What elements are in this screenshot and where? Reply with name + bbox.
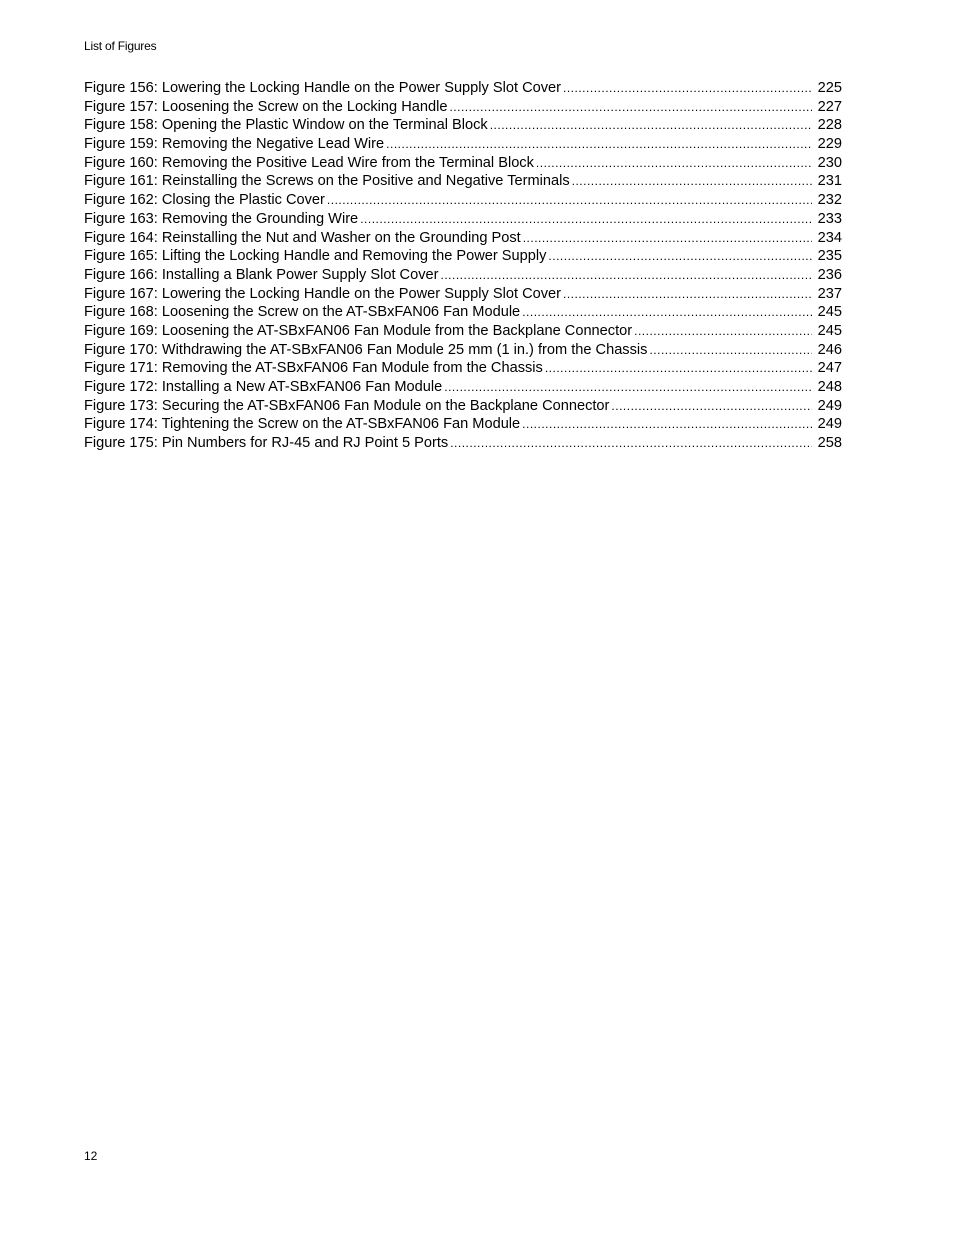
toc-entry-page: 230 [817, 154, 842, 171]
toc-entry-title: Figure 171: Removing the AT-SBxFAN06 Fan Module from the Chassis [84, 360, 543, 377]
dot-leader [545, 359, 812, 378]
toc-entry-title: Figure 167: Lowering the Locking Handle on the Power Supply Slot Cover [84, 285, 562, 302]
toc-entry-title: Figure 169: Loosening the AT-SBxFAN06 Fan Module from the Backplane Connector [84, 322, 633, 339]
dot-leader [522, 415, 811, 434]
toc-entry-page: 236 [817, 266, 842, 283]
toc-entry-page: 234 [817, 229, 842, 246]
toc-entry-page: 248 [817, 379, 842, 395]
toc-entry[interactable] [84, 172, 842, 191]
toc-entry[interactable] [84, 135, 842, 154]
toc-entry-page: 228 [817, 117, 842, 134]
toc-entry[interactable] [84, 303, 842, 322]
toc-entry-title: Figure 163: Removing the Grounding Wire [84, 210, 359, 227]
toc-entry[interactable] [84, 415, 842, 434]
toc-entry-title: Figure 160: Removing the Positive Lead Wire from the Terminal Block [84, 154, 534, 171]
toc-entry-page: 227 [817, 98, 842, 115]
dot-leader [611, 397, 811, 416]
toc-entry[interactable] [84, 116, 842, 135]
toc-entry-page: 235 [817, 248, 842, 265]
dot-leader [634, 322, 812, 341]
dot-leader [548, 247, 811, 266]
toc-entry[interactable] [84, 79, 842, 98]
dot-leader [523, 229, 812, 248]
dot-leader [563, 285, 812, 304]
toc-entry-page: 231 [817, 173, 842, 190]
toc-entry-page: 229 [817, 136, 842, 153]
toc-entry[interactable] [84, 434, 842, 453]
toc-entry-page: 249 [817, 397, 842, 414]
toc-entry-title: Figure 158: Opening the Plastic Window on the Terminal Block [84, 117, 488, 134]
toc-entry[interactable] [84, 322, 842, 341]
dot-leader [449, 98, 811, 117]
toc-entry-page: 247 [817, 360, 842, 377]
toc-entry-title: Figure 170: Withdrawing the AT-SBxFAN06 Fan Module 25 mm (1 in.) from the Chassis [84, 341, 648, 358]
toc-entry[interactable] [84, 266, 842, 285]
toc-entry-title: Figure 165: Lifting the Locking Handle and Removing the Power Supply [84, 248, 547, 265]
toc-entry-title: Figure 168: Loosening the Screw on the AT-SBxFAN06 Fan Module [84, 304, 521, 321]
toc-entry-page: 237 [817, 285, 842, 302]
toc-entry[interactable] [84, 247, 842, 266]
toc-entry[interactable] [84, 341, 842, 360]
dot-leader [441, 266, 812, 285]
toc-entry-title: Figure 172: Installing a New AT-SBxFAN06 Fan Module [84, 379, 443, 395]
dot-leader [522, 303, 811, 322]
dot-leader [649, 341, 811, 360]
toc-entry-title: Figure 173: Securing the AT-SBxFAN06 Fan Module on the Backplane Connector [84, 397, 610, 414]
toc-entry[interactable] [84, 210, 842, 229]
toc-entry-page: 245 [817, 322, 842, 339]
dot-leader [563, 79, 812, 98]
toc-entry[interactable] [84, 397, 842, 416]
toc-entry-title: Figure 175: Pin Numbers for RJ-45 and RJ Point 5 Ports [84, 435, 449, 452]
dot-leader [536, 154, 812, 173]
toc-entry-title: Figure 174: Tightening the Screw on the AT-SBxFAN06 Fan Module [84, 416, 521, 433]
toc-entry-title: Figure 162: Closing the Plastic Cover [84, 192, 325, 209]
toc-entry-title: Figure 156: Lowering the Locking Handle on the Power Supply Slot Cover [84, 80, 562, 96]
dot-leader [327, 191, 812, 210]
toc-entry-title: Figure 164: Reinstalling the Nut and Washer on the Grounding Post [84, 229, 521, 246]
toc-entry-page: 233 [817, 210, 842, 227]
list-of-figures [84, 79, 842, 453]
toc-entry-page: 258 [817, 435, 842, 452]
page-number: 12 [84, 1149, 98, 1163]
toc-entry-title: Figure 159: Removing the Negative Lead Wire [84, 136, 385, 153]
toc-entry-page: 232 [817, 192, 842, 209]
toc-entry[interactable] [84, 229, 842, 248]
dot-leader [444, 378, 811, 397]
toc-entry[interactable] [84, 378, 842, 397]
toc-entry-title: Figure 157: Loosening the Screw on the Locking Handle [84, 98, 448, 115]
toc-entry-page: 245 [817, 304, 842, 321]
toc-entry[interactable] [84, 154, 842, 173]
page-header: List of Figures [84, 39, 157, 53]
toc-entry-title: Figure 166: Installing a Blank Power Supply Slot Cover [84, 266, 439, 283]
toc-entry-page: 225 [817, 80, 842, 96]
toc-entry[interactable] [84, 285, 842, 304]
toc-entry-page: 246 [817, 341, 842, 358]
dot-leader [490, 116, 812, 135]
dot-leader [572, 172, 812, 191]
toc-entry-page: 249 [817, 416, 842, 433]
dot-leader [360, 210, 811, 229]
dot-leader [450, 434, 811, 453]
toc-entry[interactable] [84, 359, 842, 378]
toc-entry-title: Figure 161: Reinstalling the Screws on the Positive and Negative Terminals [84, 173, 570, 190]
dot-leader [386, 135, 811, 154]
toc-entry[interactable] [84, 98, 842, 117]
toc-entry[interactable] [84, 191, 842, 210]
